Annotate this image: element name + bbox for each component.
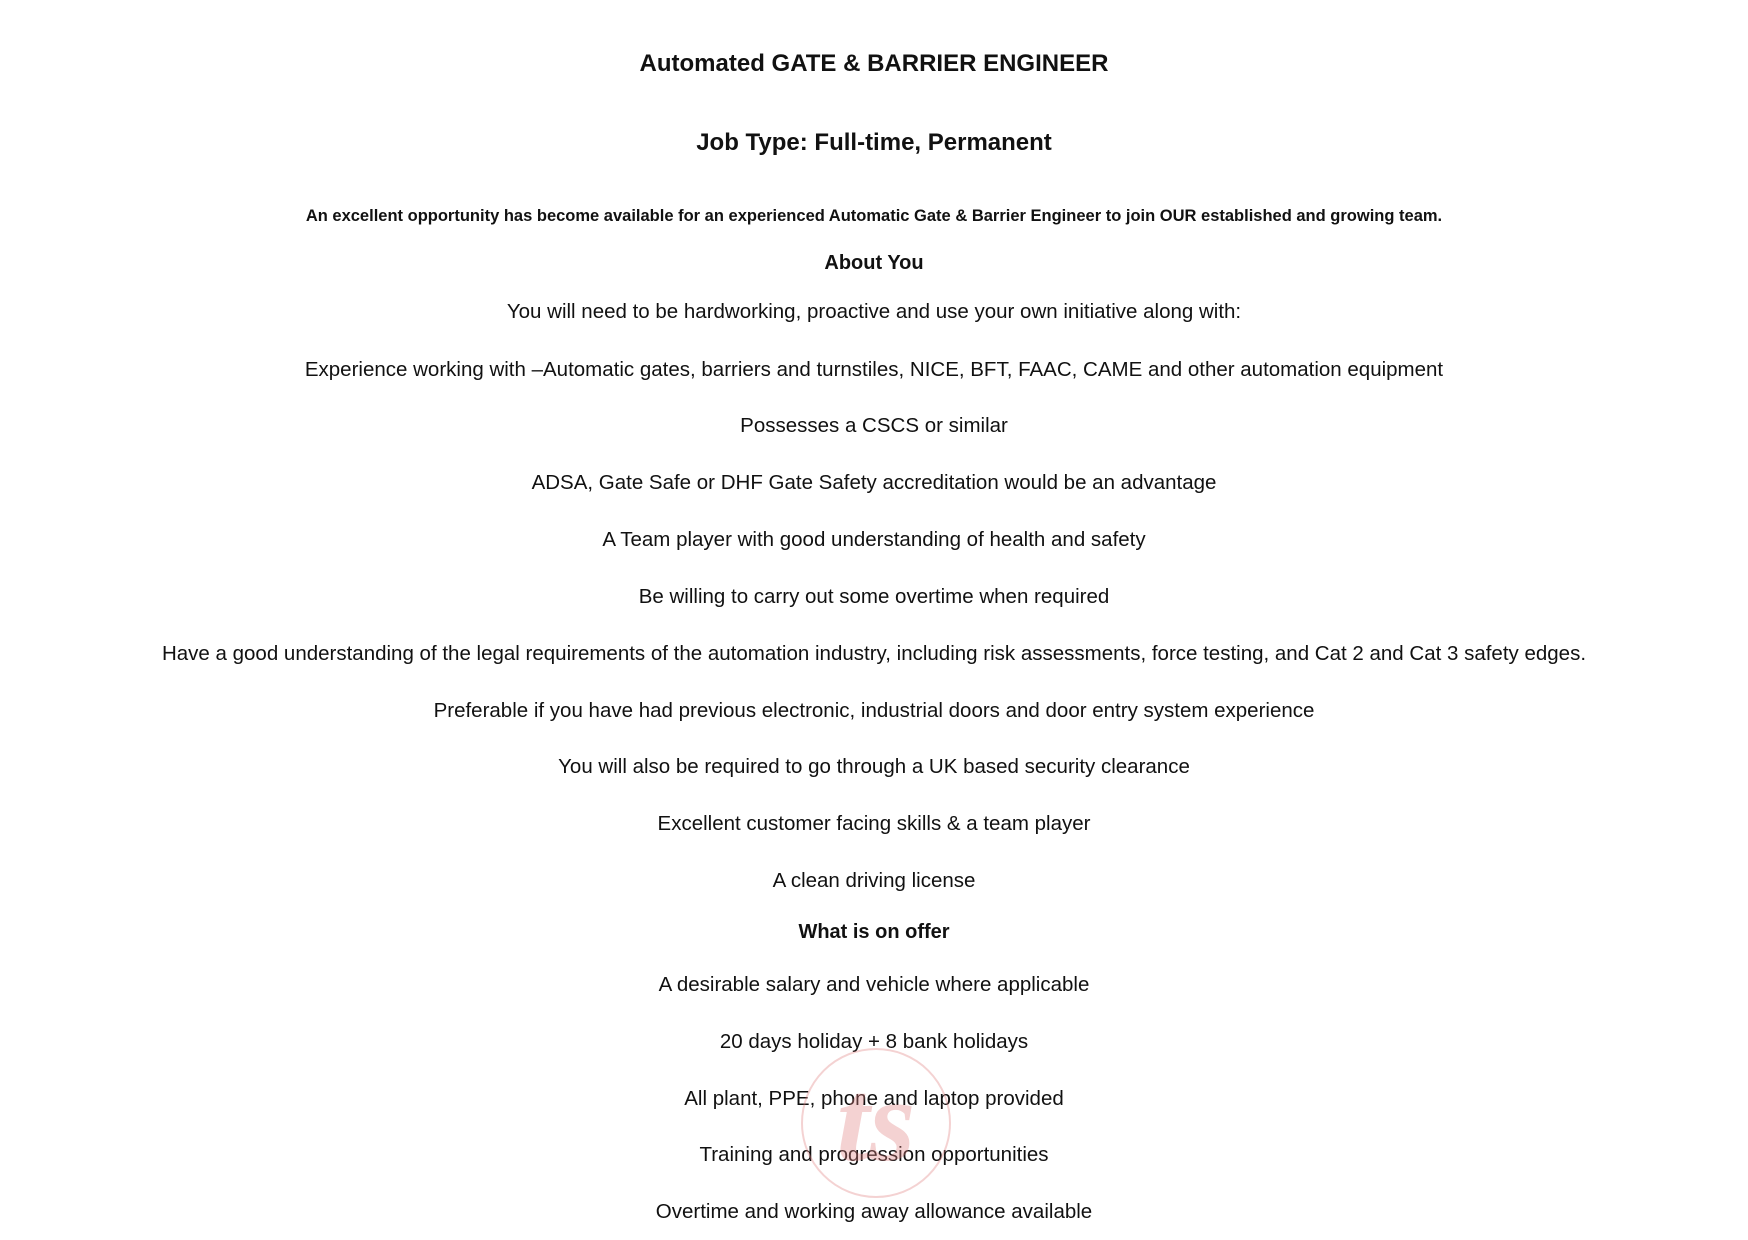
about-item: Possesses a CSCS or similar bbox=[740, 414, 1008, 437]
about-item: ADSA, Gate Safe or DHF Gate Safety accreditation would be an advantage bbox=[531, 471, 1217, 494]
about-item: You will need to be hardworking, proactive and use your own initiative along with: bbox=[506, 300, 1242, 323]
offer-item: 20 days holiday + 8 bank holidays bbox=[719, 1030, 1029, 1053]
about-item: A clean driving license bbox=[772, 869, 976, 892]
offer-heading: What is on offer bbox=[798, 921, 950, 943]
offer-item: Training and progression opportunities bbox=[699, 1143, 1049, 1166]
job-type: Job Type: Full-time, Permanent bbox=[696, 129, 1052, 156]
intro-paragraph: An excellent opportunity has become available for an experienced Automatic Gate & Barrier Engineer to join OUR established and growing team. bbox=[305, 207, 1443, 225]
about-item: Excellent customer facing skills & a team player bbox=[657, 812, 1091, 835]
document-title: Automated GATE & BARRIER ENGINEER bbox=[639, 50, 1109, 77]
about-item: Preferable if you have had previous electronic, industrial doors and door entry system experience bbox=[433, 699, 1315, 722]
about-item: Have a good understanding of the legal requirements of the automation industry, including risk assessments, force testing, and Cat 2 and Cat 3 safety edges. bbox=[161, 642, 1587, 665]
offer-item: A desirable salary and vehicle where applicable bbox=[658, 973, 1090, 996]
about-item: You will also be required to go through a UK based security clearance bbox=[558, 755, 1190, 778]
offer-item: Overtime and working away allowance available bbox=[655, 1200, 1093, 1223]
about-item: Experience working with –Automatic gates, barriers and turnstiles, NICE, BFT, FAAC, CAME and other automation equipment bbox=[304, 358, 1444, 381]
about-item: A Team player with good understanding of health and safety bbox=[602, 528, 1146, 551]
about-item: Be willing to carry out some overtime when required bbox=[638, 585, 1110, 608]
ts-watermark-logo bbox=[799, 1046, 953, 1200]
offer-item: All plant, PPE, phone and laptop provided bbox=[684, 1087, 1064, 1110]
about-heading: About You bbox=[824, 252, 924, 274]
svg-text:ts: ts bbox=[836, 1055, 916, 1186]
